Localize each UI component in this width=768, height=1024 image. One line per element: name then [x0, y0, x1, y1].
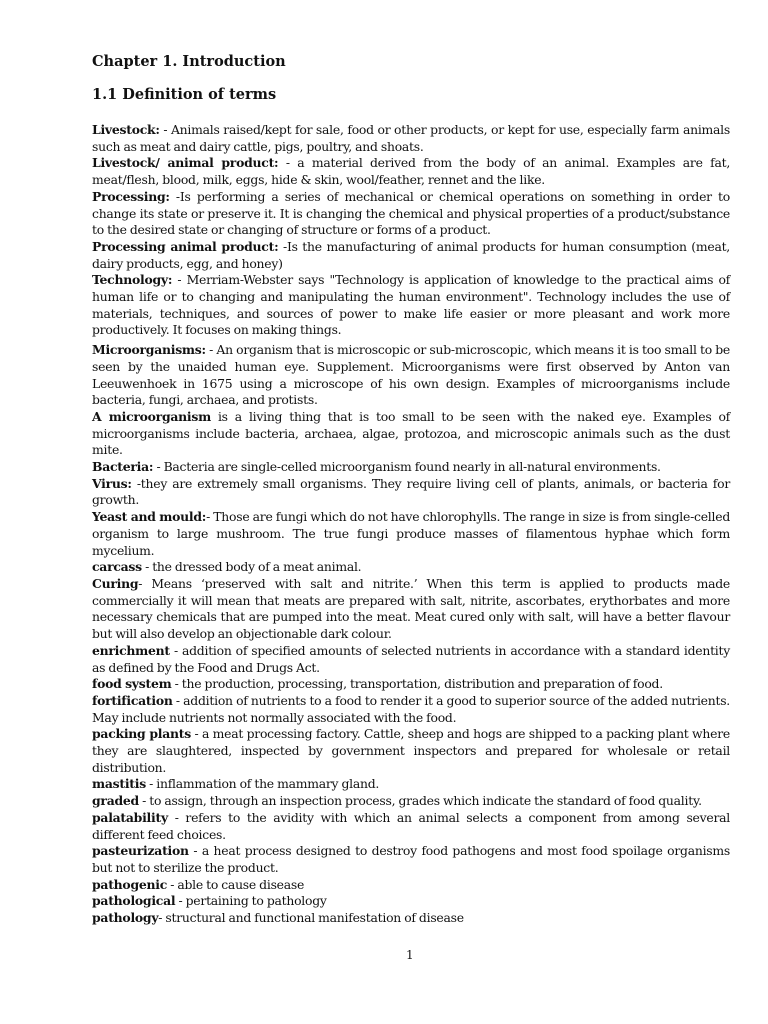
- definition-term: Livestock/ animal product:: [92, 155, 279, 171]
- definition-graded: [92, 793, 730, 810]
- definition-text: -Is the manufacturing of animal products for human consumption (meat, dairy products, egg, and honey): [92, 238, 730, 271]
- definition-text: - inflammation of the mammary gland.: [145, 776, 380, 792]
- definition-term: Livestock:: [92, 122, 160, 137]
- definition-term: pathogenic: [92, 876, 167, 892]
- definition-a-microorganism: [92, 409, 730, 459]
- definition-yeast-and-mould: [92, 509, 730, 559]
- definitions-list: [92, 122, 730, 927]
- definition-carcass: [92, 559, 730, 576]
- definition-term: food system: [92, 676, 172, 692]
- definition-text: - a material derived from the body of an animal. Examples are fat, meat/flesh, blood, milk, eggs, hide & skin, wool/feather, rennet and the like.: [92, 155, 731, 188]
- definition-term: carcass: [92, 559, 142, 575]
- definition-processing-animal-product: [92, 239, 730, 272]
- definition-fortification: [92, 693, 730, 726]
- definition-pathological: [92, 893, 730, 910]
- definition-text: is a living thing that is too small to be seen with the naked eye. Examples of microorganisms include bacteria, archaea, algae, protozoa, and microscopic animals such as the dust mite.: [92, 408, 731, 458]
- definition-mastitis: [92, 776, 730, 793]
- definition-text: - the production, processing, transportation, distribution and preparation of food.: [171, 676, 663, 692]
- definition-text: - the dressed body of a meat animal.: [141, 559, 362, 575]
- definition-text: - pertaining to pathology: [175, 893, 327, 909]
- definition-technology: [92, 272, 730, 339]
- definition-text: - addition of specified amounts of selected nutrients in accordance with a standard identity as defined by the Food and Drugs Act.: [92, 642, 730, 675]
- definition-term: enrichment: [92, 642, 170, 658]
- definition-term: pathology: [92, 910, 159, 926]
- definition-text: - refers to the avidity with which an animal selects a component from among several different feed choices.: [92, 809, 730, 842]
- definition-packing-plants: [92, 726, 730, 776]
- definition-text: - An organism that is microscopic or sub-microscopic, which means it is too small to be seen by the unaided human eye. Supplement. Microorganisms were first observed by Anton van Leeuwenhoek in 1675 using a microscope of his own design. Examples of microorganisms include bacteria, fungi, archaea, and protists.: [92, 342, 730, 408]
- section-title: 1.1 Definition of terms: [92, 86, 277, 103]
- definition-term: Technology:: [92, 272, 173, 288]
- definition-text: - Merriam-Webster says "Technology is application of knowledge to the practical aims of human life or to changing and manipulating the human environment". Technology includes the use of materials, techniques, and sources of power to make life easier or more pleasant and work more productively. It focuses on making things.: [92, 272, 730, 338]
- definition-text: - to assign, through an inspection process, grades which indicate the standard of food quality.: [138, 793, 702, 809]
- definition-term: Virus:: [92, 475, 132, 491]
- definition-text: - Animals raised/kept for sale, food or other products, or kept for use, especially farm animals such as meat and dairy cattle, pigs, poultry, and shoats.: [92, 122, 730, 154]
- definition-pathogenic: [92, 877, 730, 894]
- definition-term: packing plants: [92, 726, 191, 742]
- definition-term: Processing animal product:: [92, 238, 279, 254]
- definition-livestock: [92, 122, 730, 155]
- definition-food-system: [92, 676, 730, 693]
- definition-virus: [92, 476, 730, 509]
- definition-curing: [92, 576, 730, 643]
- definition-term: Microorganisms:: [92, 342, 206, 358]
- definition-microorganisms: [92, 342, 730, 409]
- page-number: 1: [406, 948, 414, 962]
- definition-enrichment: [92, 643, 730, 676]
- definition-text: -Is performing a series of mechanical or chemical operations on something in order to change its state or preserve it. It is changing the chemical and physical properties of a product/substance to the desired state or changing of structure or forms of a product.: [92, 188, 730, 238]
- definition-pathology: [92, 910, 730, 927]
- definition-livestock-animal-product: [92, 155, 730, 188]
- definition-pasteurization: [92, 843, 730, 876]
- definition-text: - Those are fungi which do not have chlorophylls. The range in size is from single-celled organism to large mushroom. The true fungi produce masses of filamentous hyphae which form mycelium.: [92, 509, 730, 558]
- definition-text: - a heat process designed to destroy food pathogens and most food spoilage organisms but not to sterilize the product.: [92, 843, 730, 875]
- definition-term: pathological: [92, 893, 176, 909]
- definition-text: - a meat processing factory. Cattle, sheep and hogs are shipped to a packing plant where they are slaughtered, inspected by government inspectors and prepared for wholesale or retail distribution.: [92, 726, 730, 775]
- definition-text: -they are extremely small organisms. They require living cell of plants, animals, or bacteria for growth.: [92, 475, 730, 508]
- definition-palatability: [92, 810, 730, 843]
- definition-text: - addition of nutrients to a food to render it a good to superior source of the added nutrients. May include nutrients not normally associated with the food.: [92, 692, 730, 725]
- definition-term: A microorganism: [92, 408, 211, 424]
- definition-term: Processing:: [92, 188, 170, 204]
- definition-term: Yeast and mould:: [92, 509, 207, 525]
- definition-term: graded: [92, 793, 139, 809]
- chapter-title: Chapter 1. Introduction: [92, 53, 286, 70]
- definition-text: - able to cause disease: [167, 876, 305, 892]
- definition-text: - Means ‘preserved with salt and nitrite.’ When this term is applied to products made commercially it will mean that meats are prepared with salt, nitrite, ascorbates, erythorbates and more necessary chemicals that are pumped into the meat. Meat cured only with salt, will have a better flavour but will also develop an objectionable dark colour.: [92, 575, 730, 642]
- definition-text: - structural and functional manifestation of disease: [158, 910, 464, 926]
- definition-term: mastitis: [92, 776, 146, 792]
- definition-processing: [92, 189, 730, 239]
- definition-bacteria: [92, 459, 730, 476]
- definition-text: - Bacteria are single-celled microorganism found nearly in all-natural environments.: [153, 459, 661, 475]
- definition-term: Curing: [92, 575, 139, 591]
- definition-term: pasteurization: [92, 843, 189, 859]
- definition-term: Bacteria:: [92, 459, 154, 475]
- definition-term: palatability: [92, 809, 168, 825]
- definition-term: fortification: [92, 692, 173, 708]
